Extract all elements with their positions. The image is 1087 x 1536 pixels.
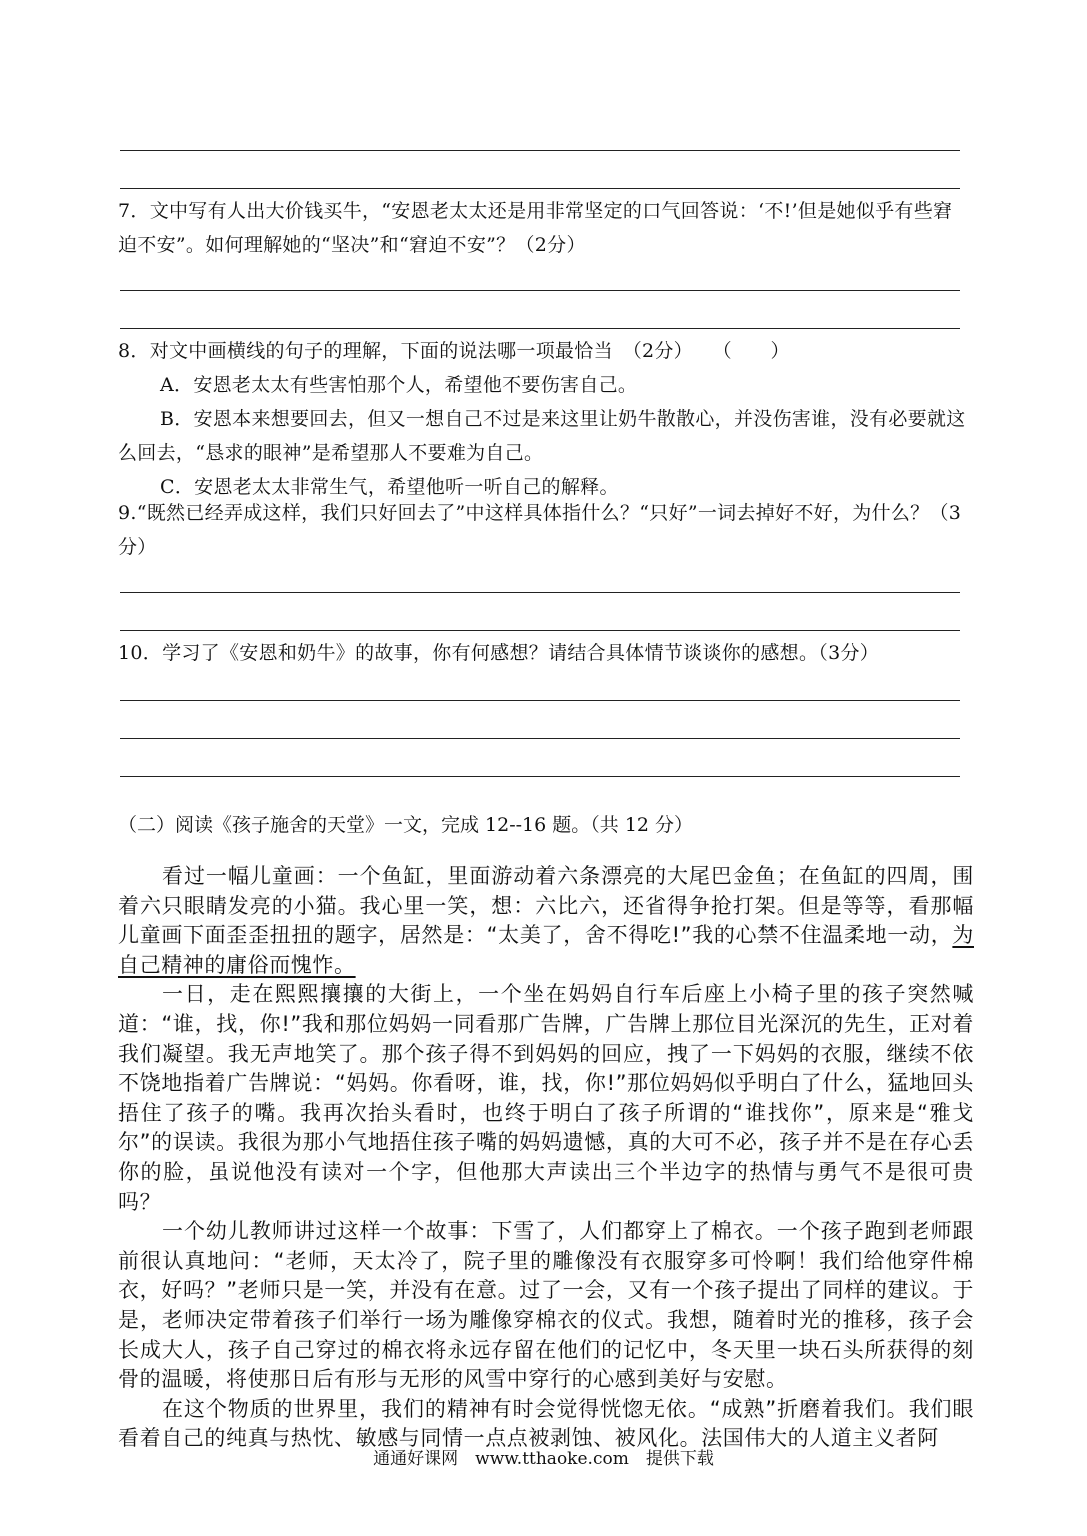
passage-paragraph-4: 在这个物质的世界里，我们的精神有时会觉得恍惚无依。“成熟”折磨着我们。我们眼看着自己的纯真与热忱、敏感与同情一点点被剥蚀、被风化。法国伟大的人道主义者阿 xyxy=(118,1396,974,1451)
answer-line xyxy=(120,150,960,151)
reading-passage xyxy=(118,862,974,1454)
underlined-sentence: 为自己精神的庸俗而愧怍。 xyxy=(118,923,974,977)
question-8-option-b: B．安恩本来想要回去，但又一想自己不过是来这里让奶牛散散心，并没伤害谁，没有必要就这么回去，“恳求的眼神”是希望那人不要难为自己。 xyxy=(118,408,966,464)
question-9: 9.“既然已经弄成这样，我们只好回去了”中这样具体指什么？“只好”一词去掉好不好，为什么？（3分） xyxy=(118,502,962,558)
answer-line xyxy=(120,776,960,777)
question-7: 7．文中写有人出大价钱买牛，“安恩老太太还是用非常坚定的口气回答说：‘不!’但是她似乎有些窘迫不安”。如何理解她的“坚决”和“窘迫不安”？（2分） xyxy=(118,200,953,256)
passage-paragraph-3: 一个幼儿教师讲过这样一个故事：下雪了，人们都穿上了棉衣。一个孩子跑到老师跟前很认真地问：“老师，天太冷了，院子里的雕像没有衣服穿多可怜啊！我们给他穿件棉衣，好吗？”老师只是一笑，并没有在意。过了一会，又有一个孩子提出了同样的建议。于是，老师决定带着孩子们举行一场为雕像穿棉衣的仪式。我想，随着时光的推移，孩子会长成大人，孩子自己穿过的棉衣将永远存留在他们的记忆中，冬天里一块石头所获得的刻骨的温暖，将使那日后有形与无形的风雪中穿行的心感到美好与安慰。 xyxy=(118,1219,974,1392)
question-8-option-c: C．安恩老太太非常生气，希望他听一听自己的解释。 xyxy=(160,476,619,498)
answer-line xyxy=(120,592,960,593)
section-2-title: （二）阅读《孩子施舍的天堂》一文，完成 12--16 题。（共 12 分） xyxy=(118,814,694,836)
paragraph-1-text: 看过一幅儿童画：一个鱼缸，里面游动着六条漂亮的大尾巴金鱼；在鱼缸的四周，围着六只眼睛发亮的小猫。我心里一笑，想：六比六，还省得争抢打架。但是等等，看那幅儿童画下面歪歪扭扭的题字，居然是：“太美了，舍不得吃!”我的心禁不住温柔地一动， xyxy=(118,864,974,948)
question-10: 10．学习了《安恩和奶牛》的故事，你有何感想？请结合具体情节谈谈你的感想。（3分） xyxy=(118,642,880,664)
answer-line xyxy=(120,328,960,329)
answer-line xyxy=(120,290,960,291)
answer-line xyxy=(120,188,960,189)
passage-paragraph-2: 一日，走在熙熙攘攘的大街上，一个坐在妈妈自行车后座上小椅子里的孩子突然喊道：“谁，找，你!”我和那位妈妈一同看那广告牌，广告牌上那位目光深沉的先生，正对着我们凝望。我无声地笑了。那个孩子得不到妈妈的回应，拽了一下妈妈的衣服，继续不依不饶地指着广告牌说：“妈妈。你看呀，谁，找，你!”那位妈妈似乎明白了什么，猛地回头捂住了孩子的嘴。我再次抬头看时，也终于明白了孩子所谓的“谁找你”，原来是“雅戈尔”的误读。我很为那小气地捂住孩子嘴的妈妈遗憾，真的大可不必，孩子并不是在存心丢你的脸，虽说他没有读对一个字，但他那大声读出三个半边字的热情与勇气不是很可贵吗？ xyxy=(118,982,974,1214)
answer-line xyxy=(120,700,960,701)
answer-line xyxy=(120,630,960,631)
question-8-option-a: A．安恩老太太有些害怕那个人，希望他不要伤害自己。 xyxy=(160,374,638,396)
question-8-stem: 8．对文中画横线的句子的理解，下面的说法哪一项最恰当 （2分） （ ） xyxy=(118,340,790,362)
question-8 xyxy=(118,334,970,504)
page-footer: 通通好课网 www.tthaoke.com 提供下载 xyxy=(373,1449,714,1469)
answer-line xyxy=(120,738,960,739)
passage-paragraph-1 xyxy=(118,862,974,980)
